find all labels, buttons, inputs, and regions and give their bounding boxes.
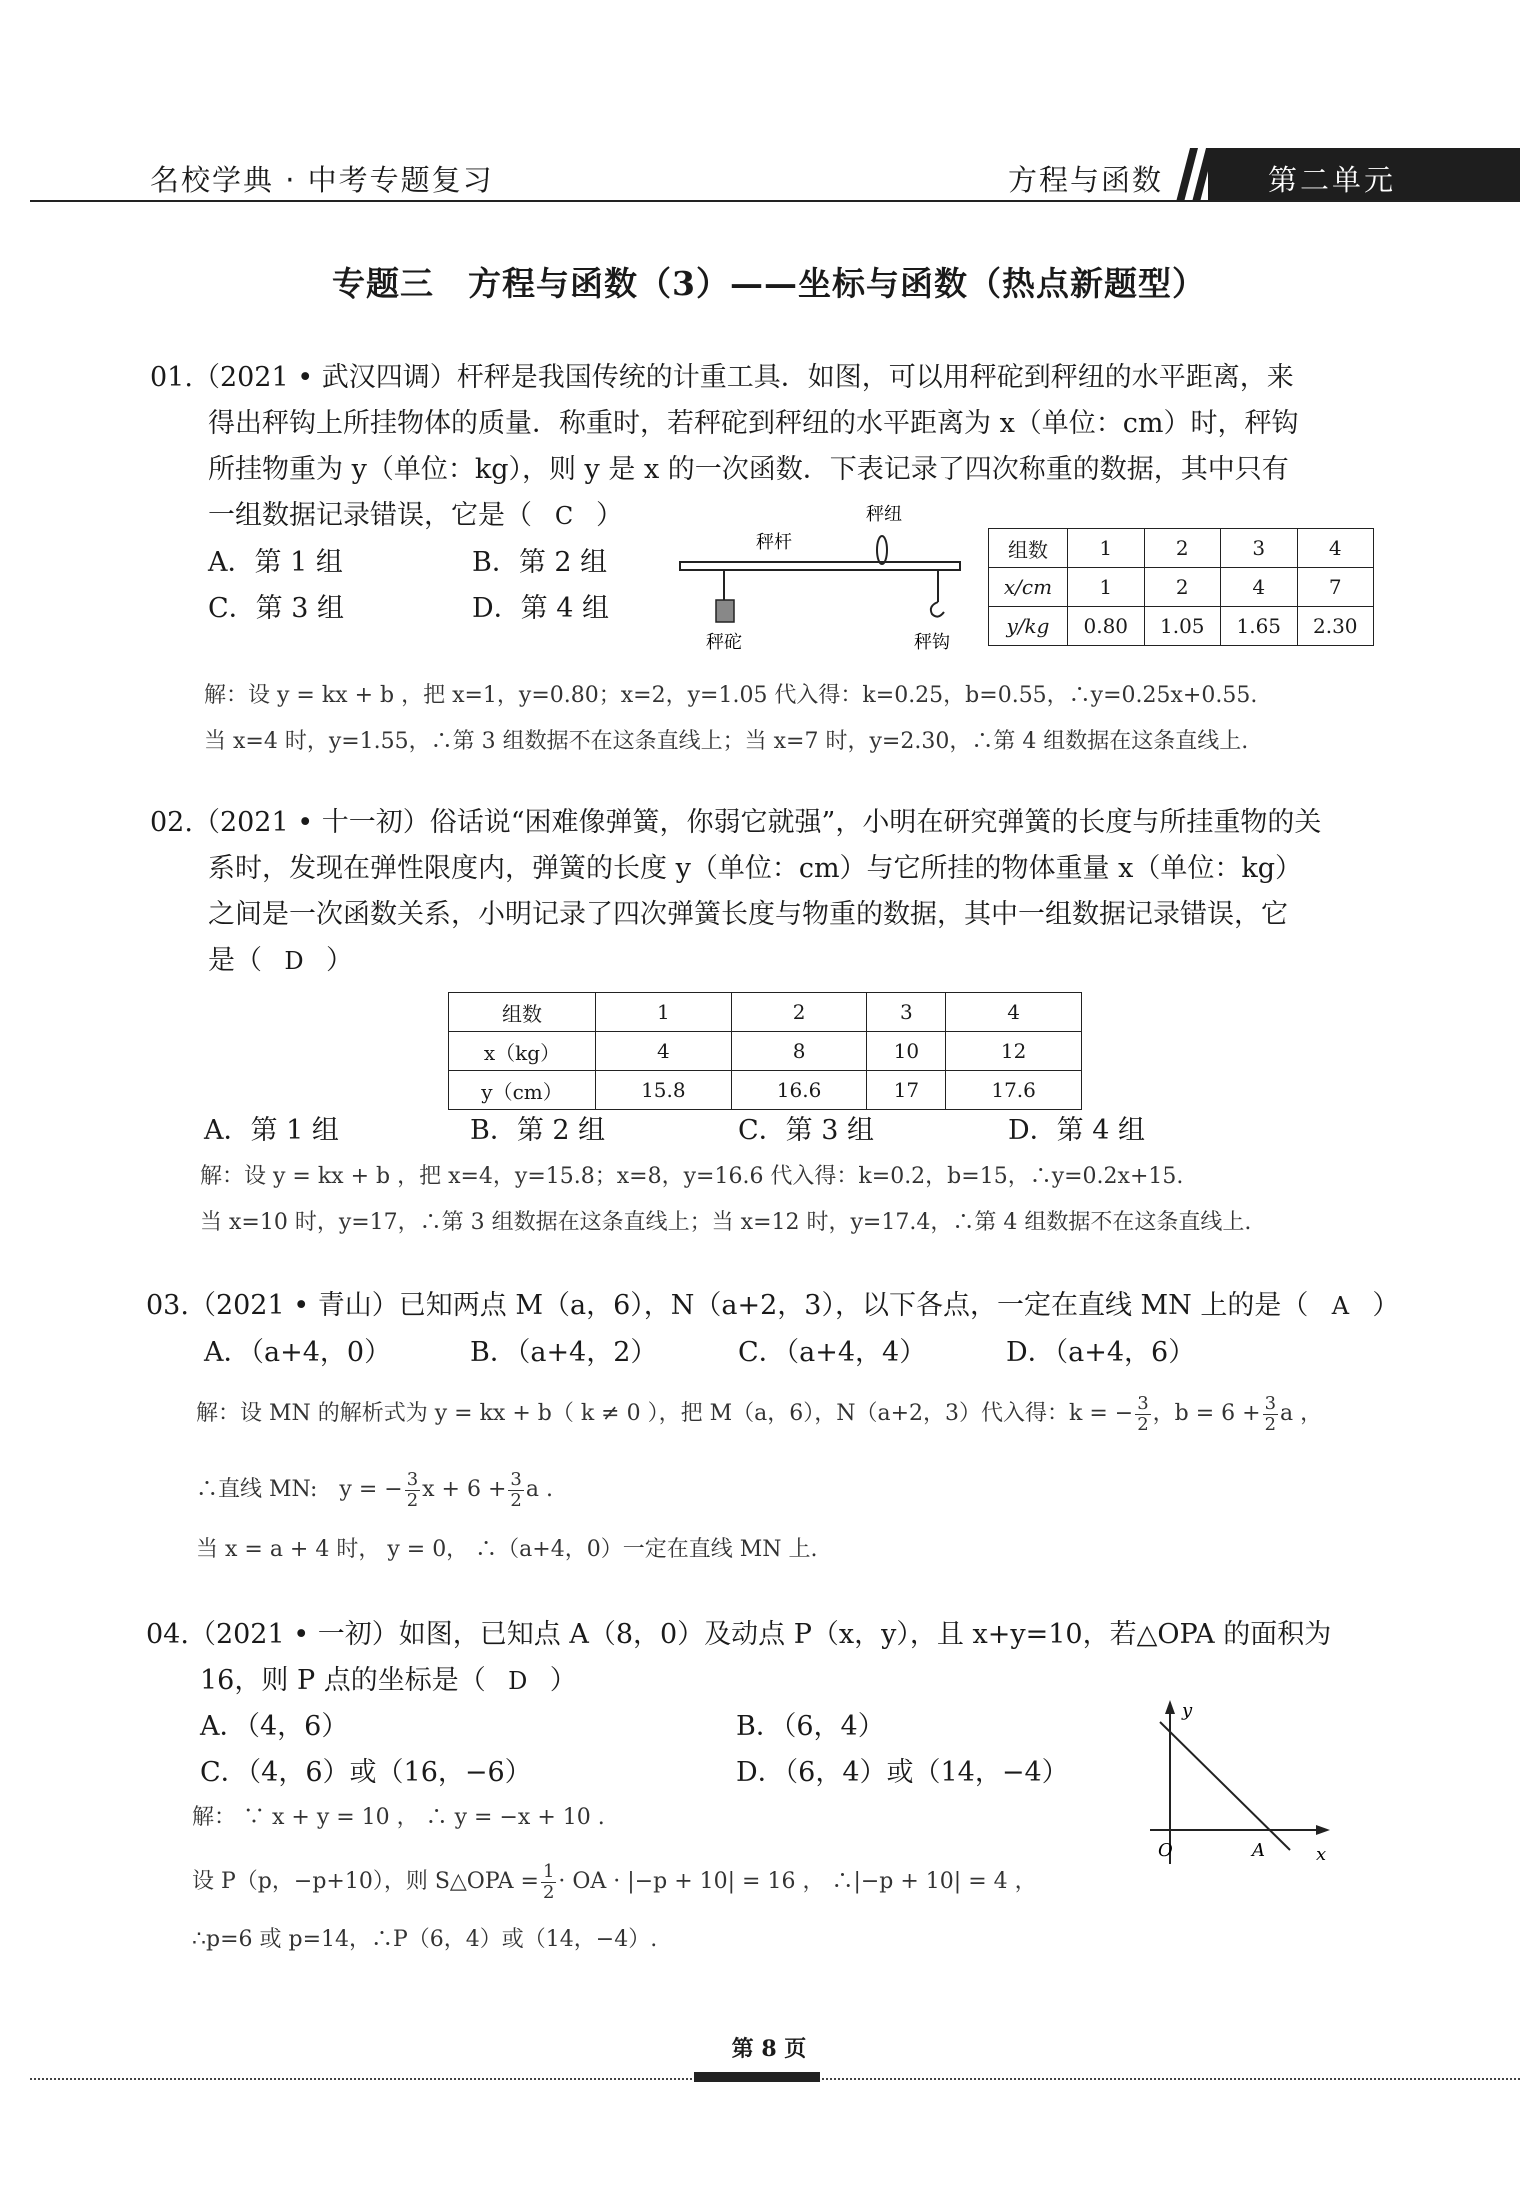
fraction: $\frac{3}{2}$ <box>1264 1392 1277 1435</box>
q4-solution-3: ∴p=6 或 p=14，∴P（6，4）或（14，−4）. <box>192 1927 658 1952</box>
q3-line-1: 03.（2021 • 青山）已知两点 M（a，6），N（a+2，3），以下各点，一定在直线 MN 上的是（ A ） <box>146 1283 1399 1329</box>
q2-line-4: 是（ D ） <box>208 938 353 984</box>
page-number: 第 8 页 <box>731 2036 807 2062</box>
q4-option-b: B．（6，4） <box>736 1711 885 1742</box>
steelyard-hook-label: 秤钩 <box>914 632 950 653</box>
table-cell: 4 <box>596 1032 732 1071</box>
table-cell: 17.6 <box>946 1071 1082 1110</box>
q3-solution-1: 解：设 MN 的解析式为 y = kx + b（ k ≠ 0 ），把 M（a，6），N（a+2，3）代入得：k = − $\frac{3}{2}$ ，b = 6 + $\frac{3}{2}$ a ， <box>196 1392 1323 1435</box>
table-cell: 1.65 <box>1221 607 1298 646</box>
q2-solution-2: 当 x=10 时，y=17，∴第 3 组数据在这条直线上；当 x=12 时，y=17.4，∴第 4 组数据不在这条直线上. <box>200 1210 1252 1235</box>
table-cell: 组数 <box>449 993 596 1032</box>
q1-answer: C <box>554 502 574 530</box>
q2-answer: D <box>284 947 304 975</box>
q4-solution-2: 设 P（p，−p+10），则 S△OPA = $\frac{1}{2}$ · OA · |−p + 10| = 16 ， ∴|−p + 10| = 4 ， <box>192 1860 1037 1903</box>
q4-answer: D <box>508 1667 528 1695</box>
table-cell: 4 <box>946 993 1082 1032</box>
table-cell: 1 <box>1068 568 1145 607</box>
q3-solution-3: 当 x = a + 4 时， y = 0， ∴（a+4，0）一定在直线 MN 上. <box>196 1537 818 1562</box>
table-cell: 4 <box>1297 529 1374 568</box>
table-cell: 0.80 <box>1068 607 1145 646</box>
q2-option-b: B．第 2 组 <box>470 1115 606 1146</box>
fraction: $\frac{3}{2}$ <box>510 1468 522 1511</box>
q2-solution-1: 解：设 y = kx + b ，把 x=4，y=15.8；x=8，y=16.6 代入得：k=0.2，b=15，∴y=0.2x+15. <box>200 1164 1184 1189</box>
q2-line-2: 系时，发现在弹性限度内，弹簧的长度 y（单位：cm）与它所挂的物体重量 x（单位：kg） <box>208 853 1303 884</box>
table-cell: 1 <box>1068 529 1145 568</box>
steelyard-figure <box>670 500 970 660</box>
q4-option-d: D．（6，4）或（14，−4） <box>736 1757 1069 1788</box>
table-cell: 12 <box>946 1032 1082 1071</box>
fraction: $\frac{3}{2}$ <box>1137 1392 1149 1435</box>
table-cell: y/kg <box>989 607 1068 646</box>
table-cell: 1.05 <box>1144 607 1221 646</box>
q3-option-d: D．（a+4，6） <box>1006 1337 1196 1368</box>
table-row <box>449 1032 1082 1071</box>
table-cell: y（cm） <box>449 1071 596 1110</box>
header-book-title: 名校学典 · 中考专题复习 <box>150 163 494 197</box>
table-cell: 2 <box>1144 568 1221 607</box>
q2-option-d: D．第 4 组 <box>1008 1115 1145 1146</box>
q2-data-table <box>448 992 1082 1110</box>
steelyard-rod-label: 秤杆 <box>756 532 792 553</box>
q4-line-2: 16，则 P 点的坐标是（ D ） <box>200 1658 577 1704</box>
table-cell: 8 <box>731 1032 867 1071</box>
q2-option-a: A．第 1 组 <box>204 1115 339 1146</box>
q1-line-4: 一组数据记录错误，它是（ C ） <box>208 493 623 539</box>
q2-line-1: 02.（2021 • 十一初）俗话说“困难像弹簧，你弱它就强”，小明在研究弹簧的长度与所挂重物的关 <box>150 807 1322 838</box>
q2-option-c: C．第 3 组 <box>738 1115 875 1146</box>
q1-data-table <box>988 528 1374 646</box>
table-cell: 17 <box>867 1071 946 1110</box>
point-a-label: A <box>1252 1840 1265 1861</box>
footer-mark <box>694 2072 820 2082</box>
q1-option-c: C．第 3 组 <box>208 593 345 624</box>
table-row <box>989 568 1374 607</box>
table-cell: 2 <box>1144 529 1221 568</box>
q1-solution-2: 当 x=4 时，y=1.55，∴第 3 组数据不在这条直线上；当 x=7 时，y=2.30，∴第 4 组数据在这条直线上. <box>204 729 1249 754</box>
fraction: $\frac{1}{2}$ <box>542 1860 555 1903</box>
table-row <box>989 529 1374 568</box>
fraction: $\frac{3}{2}$ <box>406 1468 419 1511</box>
q1-line-1: 01.（2021 • 武汉四调）杆秤是我国传统的计重工具．如图，可以用秤砣到秤纽的水平距离，来 <box>150 362 1294 393</box>
header-divider <box>30 200 1520 202</box>
header-unit-tab: 第二单元 <box>1268 163 1397 197</box>
q1-line-3: 所挂物重为 y（单位：kg），则 y 是 x 的一次函数．下表记录了四次称重的数据，其中只有 <box>208 454 1289 485</box>
table-cell: x/cm <box>989 568 1068 607</box>
steelyard-knob-label: 秤纽 <box>866 504 902 525</box>
q2-line-3: 之间是一次函数关系，小明记录了四次弹簧长度与物重的数据，其中一组数据记录错误，它 <box>208 899 1288 930</box>
q4-line-1: 04.（2021 • 一初）如图，已知点 A（8，0）及动点 P（x，y），且 x+y=10，若△OPA 的面积为 <box>146 1619 1332 1650</box>
origin-label: O <box>1158 1840 1173 1861</box>
q4-solution-1: 解： ∵ x + y = 10 ， ∴ y = −x + 10 . <box>192 1805 605 1830</box>
table-row <box>449 1071 1082 1110</box>
q3-solution-2: ∴直线 MN: y = − $\frac{3}{2}$ x + 6 + $\frac{3}{2}$ a . <box>196 1468 553 1511</box>
table-cell: 2.30 <box>1297 607 1374 646</box>
x-axis-label: x <box>1316 1844 1327 1865</box>
steelyard-weight-label: 秤砣 <box>706 632 742 653</box>
table-cell: 1 <box>596 993 732 1032</box>
q3-option-b: B．（a+4，2） <box>470 1337 658 1368</box>
table-cell: 3 <box>1221 529 1298 568</box>
header-chapter: 方程与函数 <box>1008 163 1164 197</box>
q3-answer: A <box>1331 1292 1350 1320</box>
q3-option-a: A．（a+4，0） <box>204 1337 392 1368</box>
q1-line-2: 得出秤钩上所挂物体的质量．称重时，若秤砣到秤纽的水平距离为 x（单位：cm）时，秤钩 <box>208 408 1299 439</box>
y-axis-label: y <box>1182 1700 1193 1721</box>
table-cell: 2 <box>731 993 867 1032</box>
table-cell: 4 <box>1221 568 1298 607</box>
table-cell: 3 <box>867 993 946 1032</box>
table-cell: 15.8 <box>596 1071 732 1110</box>
page-title: 专题三 方程与函数（3）——坐标与函数（热点新题型） <box>332 264 1206 303</box>
table-cell: 10 <box>867 1032 946 1071</box>
q1-option-b: B．第 2 组 <box>472 547 608 578</box>
q1-option-a: A．第 1 组 <box>208 547 343 578</box>
table-row <box>449 993 1082 1032</box>
q1-solution-1: 解：设 y = kx + b ，把 x=1，y=0.80；x=2，y=1.05 代入得：k=0.25，b=0.55，∴y=0.25x+0.55. <box>204 683 1258 708</box>
table-cell: 7 <box>1297 568 1374 607</box>
table-cell: x（kg） <box>449 1032 596 1071</box>
q1-option-d: D．第 4 组 <box>472 593 609 624</box>
table-cell: 组数 <box>989 529 1068 568</box>
table-cell: 16.6 <box>731 1071 867 1110</box>
coordinate-figure <box>1140 1694 1340 1884</box>
q4-option-a: A．（4，6） <box>200 1711 349 1742</box>
q4-option-c: C．（4，6）或（16，−6） <box>200 1757 532 1788</box>
q3-option-c: C．（a+4，4） <box>738 1337 927 1368</box>
table-row <box>989 607 1374 646</box>
